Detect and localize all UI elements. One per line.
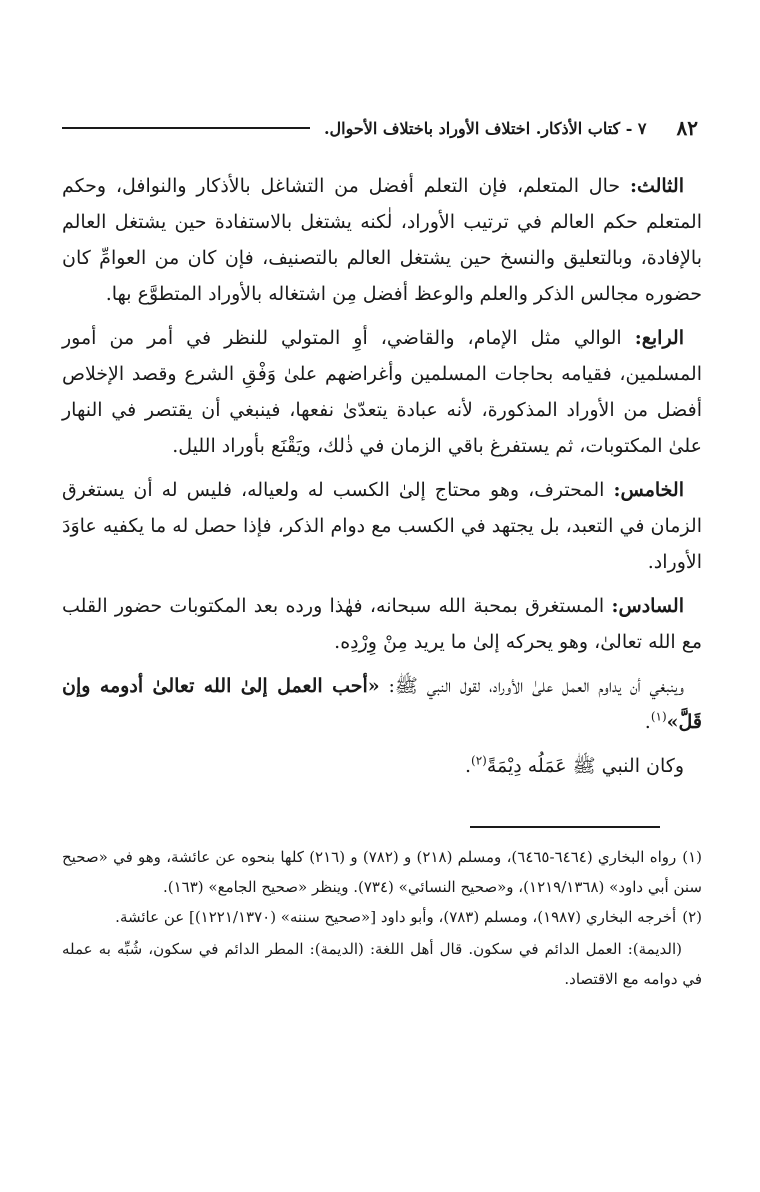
page-number: ٨٢ [676,116,698,140]
page-header [62,112,698,144]
footnote-text: رواه البخاري (٦٤٦٤-٦٤٦٥)، ومسلم (٢١٨) و (٧٨٢) و (٢١٦) كلها بنحوه عن عائشة، وهو في «صحيح سنن أبي داود» (١٢١٩/١٣٦٨)، و«صحيح النسائي» (٧٣٤). وينظر «صحيح الجامع» (١٦٣). [62,848,702,896]
paragraph-body: المحترف، وهو محتاج إلىٰ الكسب له ولعياله، فليس له أن يستغرق الزمان في التعبد، بل يجتهد في الكسب مع دوام الذكر، فإذا حصل له ما يكفيه عاوَدَ الأوراد. [62,479,702,573]
main-text [62,168,702,792]
header-rule [62,127,310,129]
footnote-ref-2: (٢) [471,753,487,768]
hadith-quote: «أحب العمل إلىٰ الله تعالىٰ أدومه وإن قَلَّ» [62,675,702,733]
paragraph-lead: الرابع: [634,327,684,349]
paragraph-sixth [62,588,702,660]
paragraph-fifth [62,472,702,580]
footnote-2 [62,902,702,932]
paragraph-hadith [62,668,702,740]
paragraph-body: المستغرق بمحبة الله سبحانه، فهٰذا ورده بعد المكتوبات حضور القلب مع الله تعالىٰ، وهو يحركه إلىٰ ما يريد مِنْ وِرْدِه. [62,595,702,653]
paragraph-body: حال المتعلم، فإن التعلم أفضل من التشاغل بالأذكار والنوافل، وحكم المتعلم حكم العالم في ترتيب الأوراد، لٰكنه يشتغل بالاستفادة حين يشتغل العالم بالإفادة، وبالتعليق والنسخ حين يشتغل العالم بالتصنيف، فإن كان من العوامِّ كان حضوره مجالس الذكر والعلم والوعظ أفضل مِن اشتغاله بالأوراد المتطوَّع بها. [62,175,702,305]
footnote-text: أخرجه البخاري (١٩٨٧)، ومسلم (٧٨٣)، وأبو داود [«صحيح سننه» (١٢٢١/١٣٧٠)] عن عائشة. [115,908,677,926]
footnote-note: (الديمة): العمل الدائم في سكون. قال أهل اللغة: (الديمة): المطر الدائم في سكون، شُبِّه به عمله في دوامه مع الاقتصاد. [62,940,702,988]
paragraph-last [62,748,702,784]
footnote-rule [470,826,660,828]
last-line-text: وكان النبي ﷺ عَمَلُه دِيْمَةً [486,755,684,777]
hadith-intro: وينبغي أن يداوم العمل علىٰ الأوراد، لقول النبي ﷺ: [379,675,684,697]
footnote-ref-1: (١) [650,709,667,724]
last-line-end: . [464,755,471,777]
paragraph-third [62,168,702,312]
paragraph-lead: السادس: [611,595,684,617]
paragraph-lead: الخامس: [613,479,684,501]
footnote-1 [62,842,702,902]
hadith-end: . [644,711,651,733]
footnote-marker: (٢) [682,908,702,926]
footnote-marker: (١) [682,848,703,866]
paragraph-lead: الثالث: [629,175,684,197]
chapter-title: ٧ - كتاب الأذكار. اختلاف الأوراد باختلاف الأحوال. [323,118,647,138]
paragraph-body: الوالي مثل الإمام، والقاضي، أوِ المتولي للنظر في أمر من أمور المسلمين، فقيامه بحاجات المسلمين وأغراضهم علىٰ وَفْقِ الشرع وقصد الإخلاص أفضل من الأوراد المذكورة، لأنه عبادة يتعدّىٰ نفعها، فينبغي أن يقتصر في النهار علىٰ المكتوبات، ثم يستفرغ باقي الزمان في ذٰلك، ويَقْنَع بأوراد الليل. [62,327,702,457]
footnotes [62,842,702,994]
paragraph-fourth [62,320,702,464]
